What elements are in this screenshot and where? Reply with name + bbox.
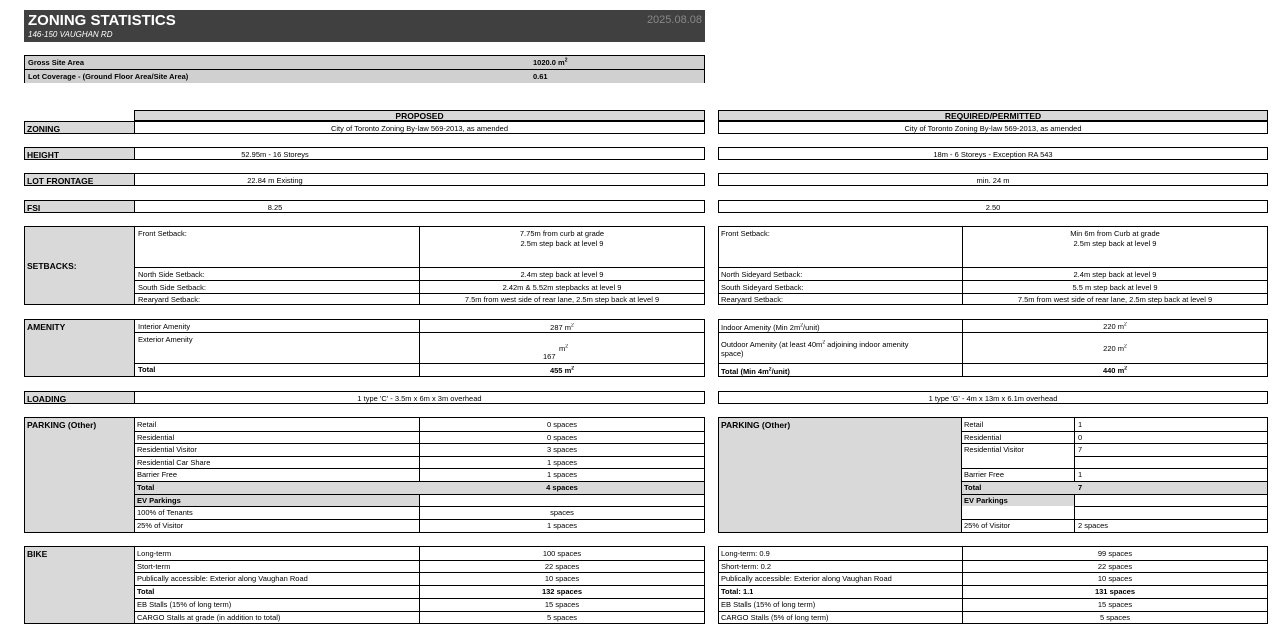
parking-row-label: 25% of Visitor: [137, 520, 184, 530]
parking-req-row-label: Residential: [964, 432, 1002, 442]
bike-row-label: Total: [137, 587, 155, 597]
parking-section: [24, 417, 705, 533]
parking-row-value: 4 spaces: [546, 483, 578, 492]
parking-row-value: spaces: [550, 508, 574, 518]
fsi-required: 2.50: [718, 200, 1268, 213]
bike-req-row-value: 15 spaces: [1097, 599, 1133, 609]
fsi-label: FSI: [25, 201, 135, 212]
parking-req-row-value: 0: [1078, 432, 1083, 442]
lot-frontage-row: LOT FRONTAGE 22.84 m Existing: [24, 173, 705, 186]
loading-row: LOADING 1 type 'C' - 3.5m x 6m x 3m overhead: [24, 391, 705, 404]
parking-row-label: EV Parkings: [137, 495, 181, 505]
page-title: ZONING STATISTICS: [28, 12, 176, 29]
address-subtitle: 146-150 VAUGHAN RD: [28, 30, 113, 39]
amenity-section: AMENITY Interior Amenity 287 $m^2$ Exterior Amenity $m^2$ 167 Total 455 $m^2$: [24, 319, 705, 377]
zoning-label: ZONING: [25, 122, 135, 133]
parking-row-label: Residential Car Share: [137, 457, 211, 467]
lot-frontage-required: min. 24 m: [718, 173, 1268, 186]
bike-row-label: EB Stalls (15% of long term): [137, 599, 232, 609]
parking-row-label: 100% of Tenants: [137, 508, 193, 518]
bike-req-row-label: Total: 1.1: [721, 587, 754, 597]
parking-req-row-label: Total: [964, 483, 982, 492]
loading-label: LOADING: [25, 392, 135, 403]
bike-label: BIKE: [25, 547, 135, 623]
bike-req-row-value: 99 spaces: [1097, 549, 1133, 558]
lot-frontage-label: LOT FRONTAGE: [25, 174, 135, 185]
height-label: HEIGHT: [25, 148, 135, 159]
bike-section: [24, 546, 705, 624]
bike-row-label: CARGO Stalls at grade (in addition to total): [137, 612, 281, 622]
bike-row-value: 100 spaces: [542, 549, 582, 558]
parking-row-label: Residential: [137, 432, 175, 442]
amenity-label: AMENITY: [25, 320, 135, 376]
parking-req-row-label: 25% of Visitor: [964, 520, 1011, 530]
parking-req-row-label: Residential Visitor: [964, 445, 1024, 455]
bike-req-row-label: EB Stalls (15% of long term): [721, 599, 816, 609]
parking-row-value: 1 spaces: [546, 457, 578, 467]
parking-row-value: 0 spaces: [546, 432, 578, 442]
parking-req-row-value: 1: [1078, 420, 1083, 429]
parking-row-value: 1 spaces: [546, 470, 578, 480]
bike-required: [718, 546, 1268, 624]
lot-coverage-row: Lot Coverage - (Ground Floor Area/Site Area) 0.61: [25, 70, 704, 83]
bike-req-row-value: 5 spaces: [1099, 612, 1131, 622]
required-header: REQUIRED/PERMITTED: [718, 110, 1268, 121]
bike-row-value: 5 spaces: [546, 612, 578, 622]
parking-row-label: Total: [137, 483, 155, 492]
parking-req-row-value: 7: [1078, 445, 1083, 455]
bike-req-row-label: CARGO Stalls (5% of long term): [721, 612, 829, 622]
bike-row-label: Long-term: [137, 549, 172, 558]
bike-req-row-value: 131 spaces: [1094, 587, 1136, 597]
parking-req-row-label: Barrier Free: [964, 470, 1005, 480]
bike-req-row-label: Short-term: 0.2: [721, 561, 772, 571]
bike-row-value: 22 spaces: [544, 561, 580, 571]
loading-required: 1 type 'G' - 4m x 13m x 6.1m overhead: [718, 391, 1268, 404]
bike-row-label: Stort-term: [137, 561, 171, 571]
bike-row-label: Publically accessible: Exterior along Vaughan Road: [137, 574, 308, 584]
proposed-header: PROPOSED: [134, 110, 705, 121]
parking-required-label: PARKING (Other): [719, 418, 962, 532]
height-row: HEIGHT 52.95m - 16 Storeys: [24, 147, 705, 160]
date-label: 2025.08.08: [646, 14, 702, 26]
parking-row-value: 0 spaces: [546, 420, 578, 429]
setbacks-section: SETBACKS: Front Setback: 7.75m from curb at grade 2.5m step back at level 9 North Side Setback: 2.4m step back at level 9 South Side Setback: 2.42m & 5.52m stepbacks at level 9 Rearyard Setback: 7.5m from west side of rear lane, 2.5m step back at level 9: [24, 226, 705, 305]
bike-req-row-label: Long-term: 0.9: [721, 549, 770, 558]
bike-req-row-value: 10 spaces: [1097, 574, 1133, 584]
zoning-required: City of Toronto Zoning By-law 569-2013, as amended: [718, 121, 1268, 134]
parking-label: PARKING (Other): [25, 418, 135, 532]
gross-site-area-row: Gross Site Area 1020.0 $m^2$: [25, 56, 704, 70]
zoning-row: ZONING City of Toronto Zoning By-law 569-2013, as amended: [24, 121, 705, 134]
parking-row-label: Residential Visitor: [137, 445, 197, 455]
setbacks-label: SETBACKS:: [25, 227, 135, 304]
parking-row-value: 3 spaces: [546, 445, 578, 455]
amenity-required: Indoor Amenity (Min $2m^2/unit$) 220 $m^2$ Outdoor Amenity (at least $40m^2$ adjoining indoor amenity space) 220 $m^2$ Total (Min $4m^2/unit$) 440 $m^2$: [718, 319, 1268, 377]
bike-req-row-value: 22 spaces: [1097, 561, 1133, 571]
parking-req-row-value: 2 spaces: [1078, 520, 1109, 530]
fsi-row: FSI 8.25: [24, 200, 705, 213]
parking-req-row-label: Retail: [964, 420, 984, 429]
bike-row-value: 10 spaces: [544, 574, 580, 584]
parking-row-label: Barrier Free: [137, 470, 178, 480]
bike-row-value: 15 spaces: [544, 599, 580, 609]
site-summary: [24, 55, 705, 83]
title-banner: [24, 10, 705, 42]
parking-row-value: 1 spaces: [546, 520, 578, 530]
bike-req-row-label: Publically accessible: Exterior along Vaughan Road: [721, 574, 892, 584]
parking-required: [718, 417, 1268, 533]
parking-row-label: Retail: [137, 420, 157, 429]
parking-req-row-label: EV Parkings: [964, 495, 1008, 505]
parking-req-row-value: 7: [1078, 483, 1083, 492]
setbacks-required: Front Setback: Min 6m from Curb at grade 2.5m step back at level 9 North Sideyard Setback: 2.4m step back at level 9 South Sideyard Setback: 5.5 m step back at level 9 Rearyard Setback: 7.5m from west side of rear lane, 2.5m step back at level 9: [718, 226, 1268, 305]
height-required: 18m - 6 Storeys - Exception RA 543: [718, 147, 1268, 160]
parking-req-row-value: 1: [1078, 470, 1083, 480]
gross-site-area-value: 1020.0 $m^2$: [533, 57, 568, 67]
bike-row-value: 132 spaces: [541, 587, 583, 597]
